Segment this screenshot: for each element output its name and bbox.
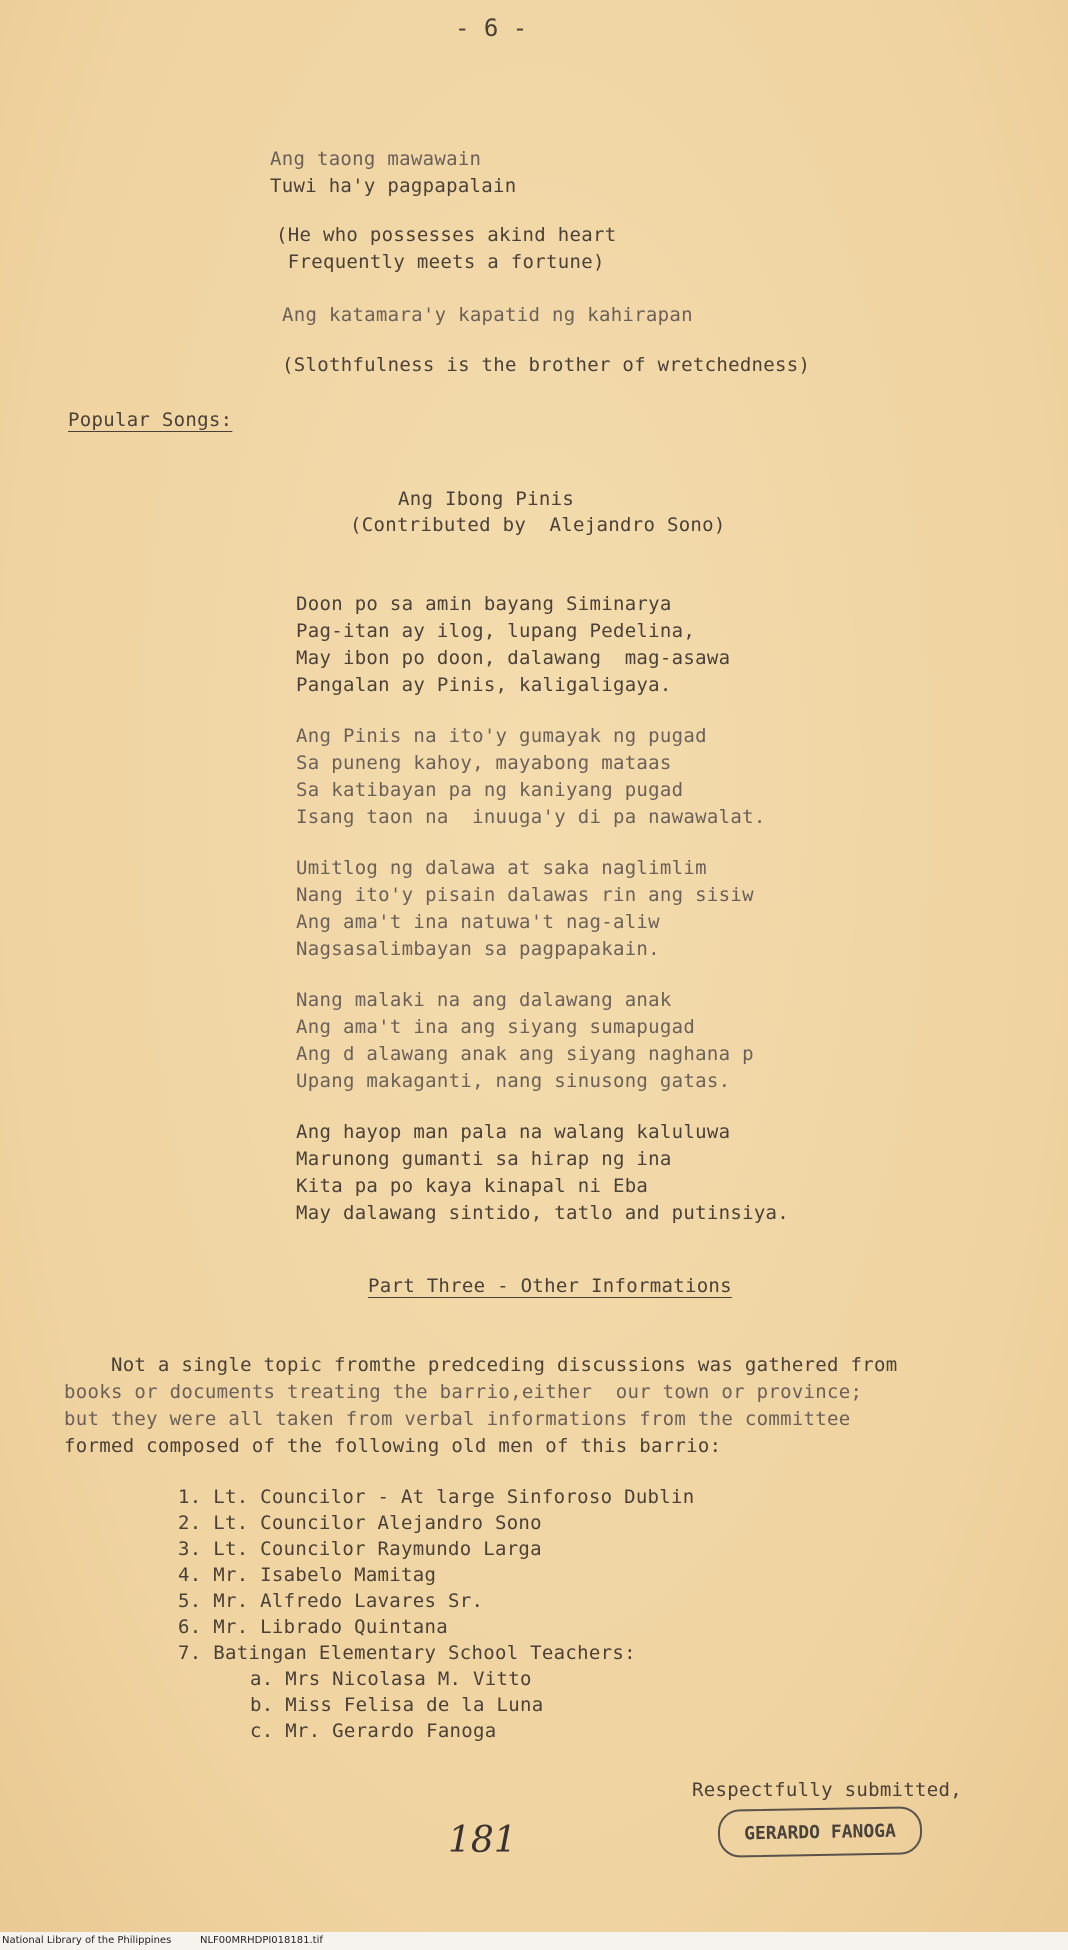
stanza-2-line-3: Sa katibayan pa ng kaniyang pugad: [296, 779, 684, 801]
committee-item-2: 2. Lt. Councilor Alejandro Sono: [178, 1512, 542, 1534]
committee-item-3: 3. Lt. Councilor Raymundo Larga: [178, 1538, 542, 1560]
teacher-item-a: a. Mrs Nicolasa M. Vitto: [250, 1668, 532, 1690]
song-credit: (Contributed by Alejandro Sono): [350, 514, 726, 536]
stanza-4-line-1: Nang malaki na ang dalawang anak: [296, 989, 672, 1011]
proverb-2-translation: (Slothfulness is the brother of wretchedness): [282, 354, 811, 376]
handwritten-page-number: 181: [448, 1820, 517, 1861]
popular-songs-heading: Popular Songs:: [68, 409, 233, 431]
stanza-5-line-2: Marunong gumanti sa hirap ng ina: [296, 1148, 672, 1170]
proverb-1-line-2: Tuwi ha'y pagpapalain: [270, 175, 517, 197]
paragraph-line-4: formed composed of the following old men of this barrio:: [64, 1435, 722, 1457]
committee-item-6: 6. Mr. Librado Quintana: [178, 1616, 448, 1638]
proverb-1-translation-1: (He who possesses akind heart: [276, 224, 617, 246]
teacher-item-c: c. Mr. Gerardo Fanoga: [250, 1720, 497, 1742]
stanza-3-line-2: Nang ito'y pisain dalawas rin ang sisiw: [296, 884, 754, 906]
paragraph-line-2: books or documents treating the barrio,either our town or province;: [64, 1381, 863, 1403]
stanza-5-line-3: Kita pa po kaya kinapal ni Eba: [296, 1175, 649, 1197]
stanza-1-line-2: Pag-itan ay ilog, lupang Pedelina,: [296, 620, 696, 642]
stanza-5-line-4: May dalawang sintido, tatlo and putinsiya.: [296, 1202, 790, 1224]
stanza-3-line-4: Nagsasalimbayan sa pagpapakain.: [296, 938, 660, 960]
committee-item-1: 1. Lt. Councilor - At large Sinforoso Dublin: [178, 1486, 695, 1508]
stanza-5-line-1: Ang hayop man pala na walang kaluluwa: [296, 1121, 731, 1143]
proverb-1-line-1: Ang taong mawawain: [270, 148, 482, 170]
paragraph-line-3: but they were all taken from verbal informations from the committee: [64, 1408, 851, 1430]
stanza-3-line-3: Ang ama't ina natuwa't nag-aliw: [296, 911, 660, 933]
proverb-1-translation-2: Frequently meets a fortune): [276, 251, 605, 273]
stanza-1-line-1: Doon po sa amin bayang Siminarya: [296, 593, 672, 615]
stanza-2-line-1: Ang Pinis na ito'y gumayak ng pugad: [296, 725, 707, 747]
stanza-4-line-2: Ang ama't ina ang siyang sumapugad: [296, 1016, 696, 1038]
stanza-3-line-1: Umitlog ng dalawa at saka naglimlim: [296, 857, 707, 879]
teacher-item-b: b. Miss Felisa de la Luna: [250, 1694, 544, 1716]
closing-text: Respectfully submitted,: [692, 1779, 962, 1801]
committee-item-7: 7. Batingan Elementary School Teachers:: [178, 1642, 636, 1664]
committee-item-4: 4. Mr. Isabelo Mamitag: [178, 1564, 437, 1586]
paragraph-line-1: Not a single topic fromthe predceding discussions was gathered from: [64, 1354, 898, 1376]
footer-filename: NLF00MRHDPI018181.tif: [200, 1935, 323, 1946]
footer-library-name: National Library of the Philippines: [2, 1935, 172, 1946]
page-number: - 6 -: [455, 14, 528, 42]
committee-item-5: 5. Mr. Alfredo Lavares Sr.: [178, 1590, 484, 1612]
stanza-2-line-4: Isang taon na inuuga'y di pa nawawalat.: [296, 806, 766, 828]
stanza-4-line-3: Ang d alawang anak ang siyang naghana p: [296, 1043, 754, 1065]
stanza-2-line-2: Sa puneng kahoy, mayabong mataas: [296, 752, 672, 774]
stanza-4-line-4: Upang makaganti, nang sinusong gatas.: [296, 1070, 731, 1092]
proverb-2-line: Ang katamara'y kapatid ng kahirapan: [282, 304, 693, 326]
stanza-1-line-4: Pangalan ay Pinis, kaligaligaya.: [296, 674, 672, 696]
signature-stamp: GERARDO FANOGA: [718, 1806, 923, 1858]
stanza-1-line-3: May ibon po doon, dalawang mag-asawa: [296, 647, 731, 669]
part-three-heading: Part Three - Other Informations: [368, 1275, 732, 1297]
scan-footer: [0, 1932, 1068, 1950]
song-title: Ang Ibong Pinis: [398, 488, 575, 510]
